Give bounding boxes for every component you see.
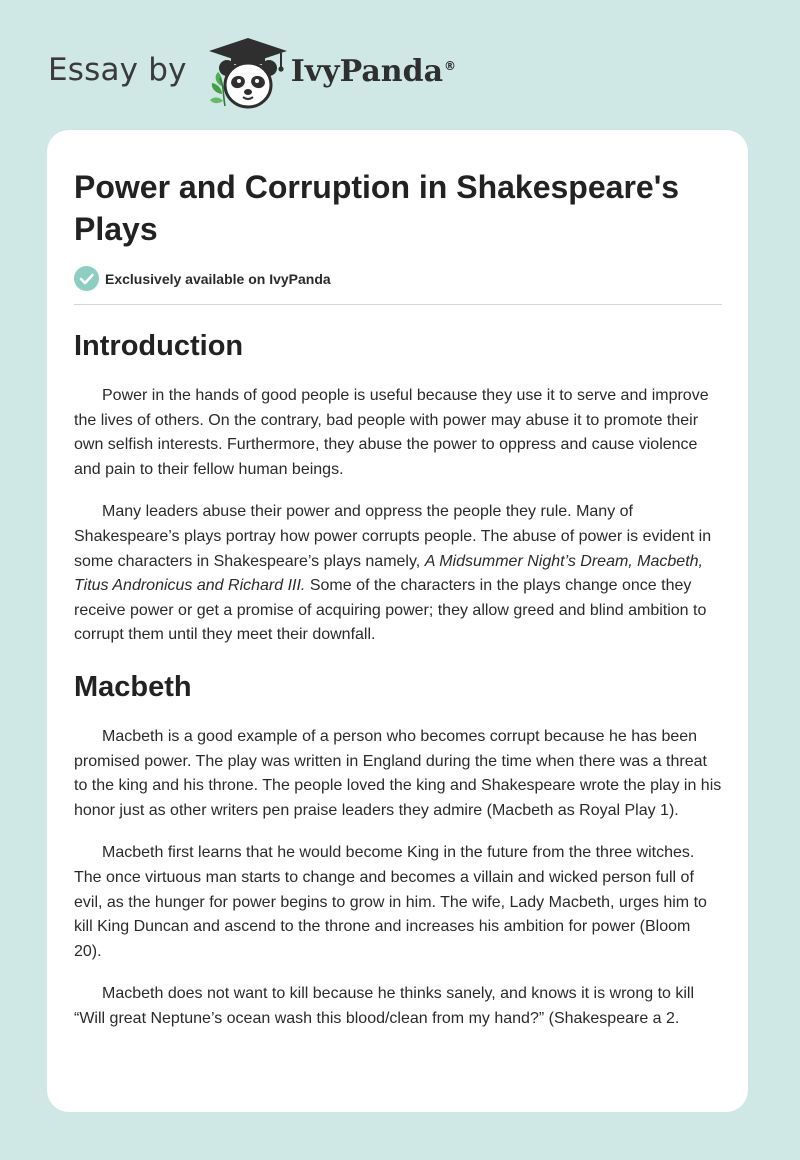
section-introduction [74,328,722,648]
paragraph: Macbeth first learns that he would become King in the future from the three witches. The once virtuous man starts to change and becomes a villain and wicked person full of evil, as the hunger for power begins to grow in him. The wife, Lady Macbeth, urges him to kill King Duncan and ascend to the throne and increases his ambition for power (Bloom 20). [74,844,707,960]
section-heading: Introduction [74,330,244,362]
site-brand[interactable] [48,34,456,114]
panda-graduate-logo-icon [201,34,295,114]
italic-play-titles: A Midsummer Night’s Dream, Macbeth, Titus Andronicus and Richard III. [74,552,703,595]
exclusive-badge-text: Exclusively available on IvyPanda [105,270,331,287]
checkmark-circle-icon [74,266,99,291]
brand-prefix: Essay by [48,52,187,88]
brand-name: IvyPanda® [290,53,457,89]
page-title: Power and Corruption in Shakespeare's Plays [74,169,680,247]
paragraph: Power in the hands of good people is useful because they use it to serve and improve the lives of others. On the contrary, bad people with power may abuse it to promote their own selfish interests. Furthermore, they abuse the power to oppress and cause violence and pain to their fellow human beings. [74,387,709,478]
section-heading: Macbeth [74,670,192,703]
section-macbeth [74,669,722,1032]
essay-card [47,130,748,1112]
registered-mark: ® [444,58,457,73]
paragraph: Macbeth does not want to kill because he thinks sanely, and knows it is wrong to kill “Will great Neptune’s ocean wash this blood/clean from my hand?” (Shakespeare a 2. [74,985,695,1027]
paragraph: Many leaders abuse their power and oppress the people they rule. Many of Shakespeare’s plays portray how power corrupts people. The abuse of power is evident in some characters in Shakespeare’s plays namely, A Midsummer Night’s Dream, Macbeth, Titus Andronicus and Richard III. Some of the characters in the plays change once they receive power or get a promise of acquiring power; they allow greed and blind ambition to corrupt them until they meet their downfall. [74,503,712,644]
paragraph: Macbeth is a good example of a person who becomes corrupt because he has been promised power. The play was written in England during the time when there was a threat to the king and his throne. The people loved the king and Shakespeare wrote the play in his honor just as other writers pen praise leaders they admire (Macbeth as Royal Play 1). [74,727,722,819]
exclusive-badge [74,266,722,305]
